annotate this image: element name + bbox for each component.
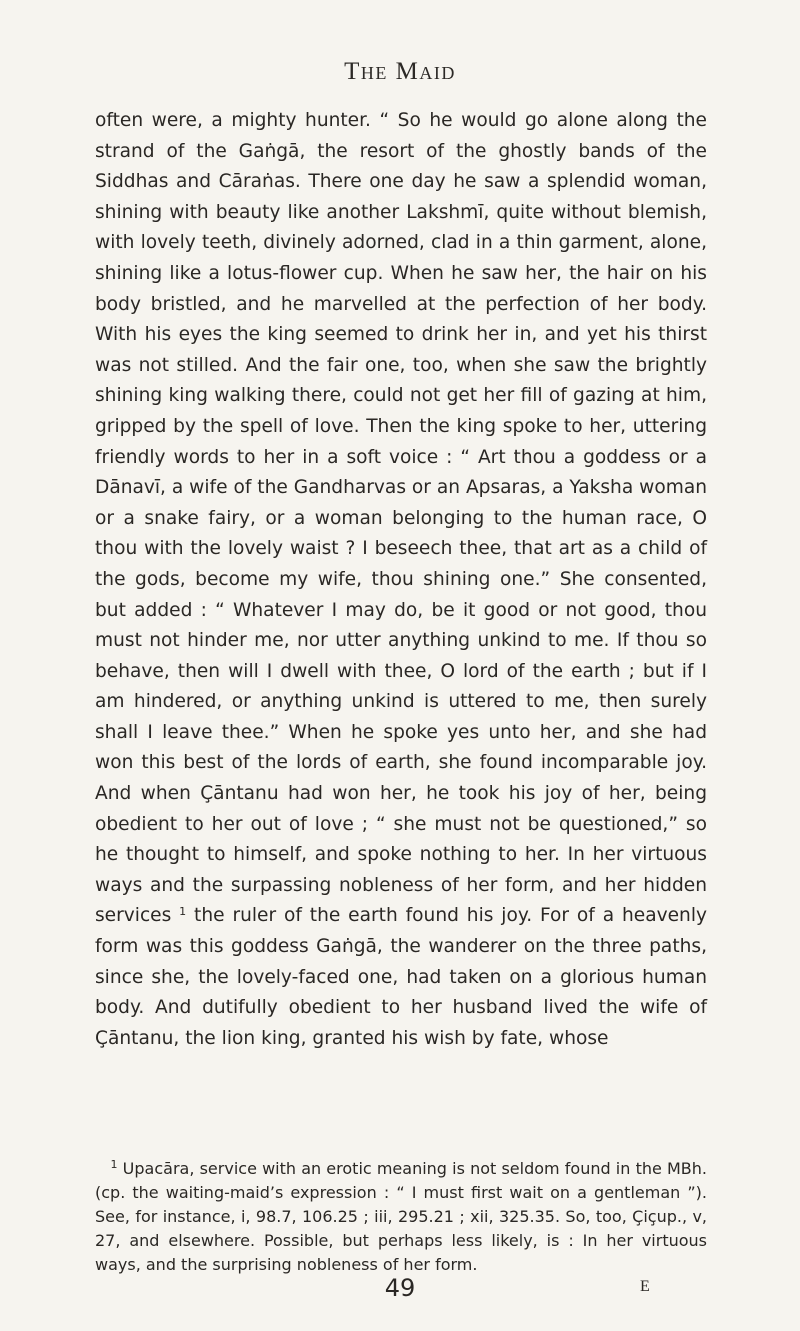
running-head: The Maid <box>344 58 456 85</box>
signature-mark: E <box>640 1278 650 1295</box>
body-text-after-note: the ruler of the earth found his joy. For of a heavenly form was this goddess Gaṅgā, the wanderer on the three paths, since she, the lovely-faced one, had taken on a glorious human body. And dutifully obedient to her husband lived the wife of Çāntanu, the lion king, granted his wish by fate, whose <box>95 905 707 1049</box>
footnote-reference: 1 <box>179 905 187 919</box>
footnote-text: Upacāra, service with an erotic meaning is not seldom found in the MBh. (cp. the waiting-maid’s expression : “ I must first wait on a gentleman ”). See, for instance, i, 98.7, 106.25 ; iii, 295.21 ; xii, 325.35. So, too, Çiçup., v, 27, and elsewhere. Possible, but perhaps less likely, is : In her virtuous ways, and the surprising nobleness of her form. <box>95 1159 708 1274</box>
body-paragraph <box>95 106 707 1054</box>
footnote <box>95 1157 707 1277</box>
footnote-marker: 1 <box>110 1158 118 1171</box>
footnote-area <box>95 1157 707 1277</box>
main-text <box>95 106 707 1054</box>
body-text-before-note: often were, a mighty hunter. “ So he would go alone along the strand of the Gaṅgā, the resort of the ghostly bands of the Siddhas and Cāraṅas. There one day he saw a splendid woman, shining with beauty like another Lakshmī, quite without blemish, with lovely teeth, divinely adorned, clad in a thin garment, alone, shining like a lotus-flower cup. When he saw her, the hair on his body bristled, and he marvelled at the perfection of her body. With his eyes the king seemed to drink her in, and yet his thirst was not stilled. And the fair one, too, when she saw the brightly shining king walking there, could not get her fill of gazing at him, gripped by the spell of love. Then the king spoke to her, uttering friendly words to her in a soft voice : “ Art thou a goddess or a Dānavī, a wife of the Gandharvas or an Apsaras, a Yaksha woman or a snake fairy, or a woman belonging to the human race, O thou with the lovely waist ? I beseech thee, that art as a child of the gods, become my wife, thou shining one.” She consented, but added : “ Whatever I may do, be it good or not good, thou must not hinder me, nor utter anything unkind to me. If thou so behave, then will I dwell with thee, O lord of the earth ; but if I am hindered, or anything unkind is uttered to me, then surely shall I leave thee.” When he spoke yes unto her, and she had won this best of the lords of earth, she found incomparable joy. And when Çāntanu had won her, he took his joy of her, being obedient to her out of love ; “ she must not be questioned,” so he thought to himself, and spoke nothing to her. In her virtuous ways and the surpassing nobleness of her form, and her hidden services <box>95 110 708 927</box>
page-number: 49 <box>384 1274 416 1302</box>
